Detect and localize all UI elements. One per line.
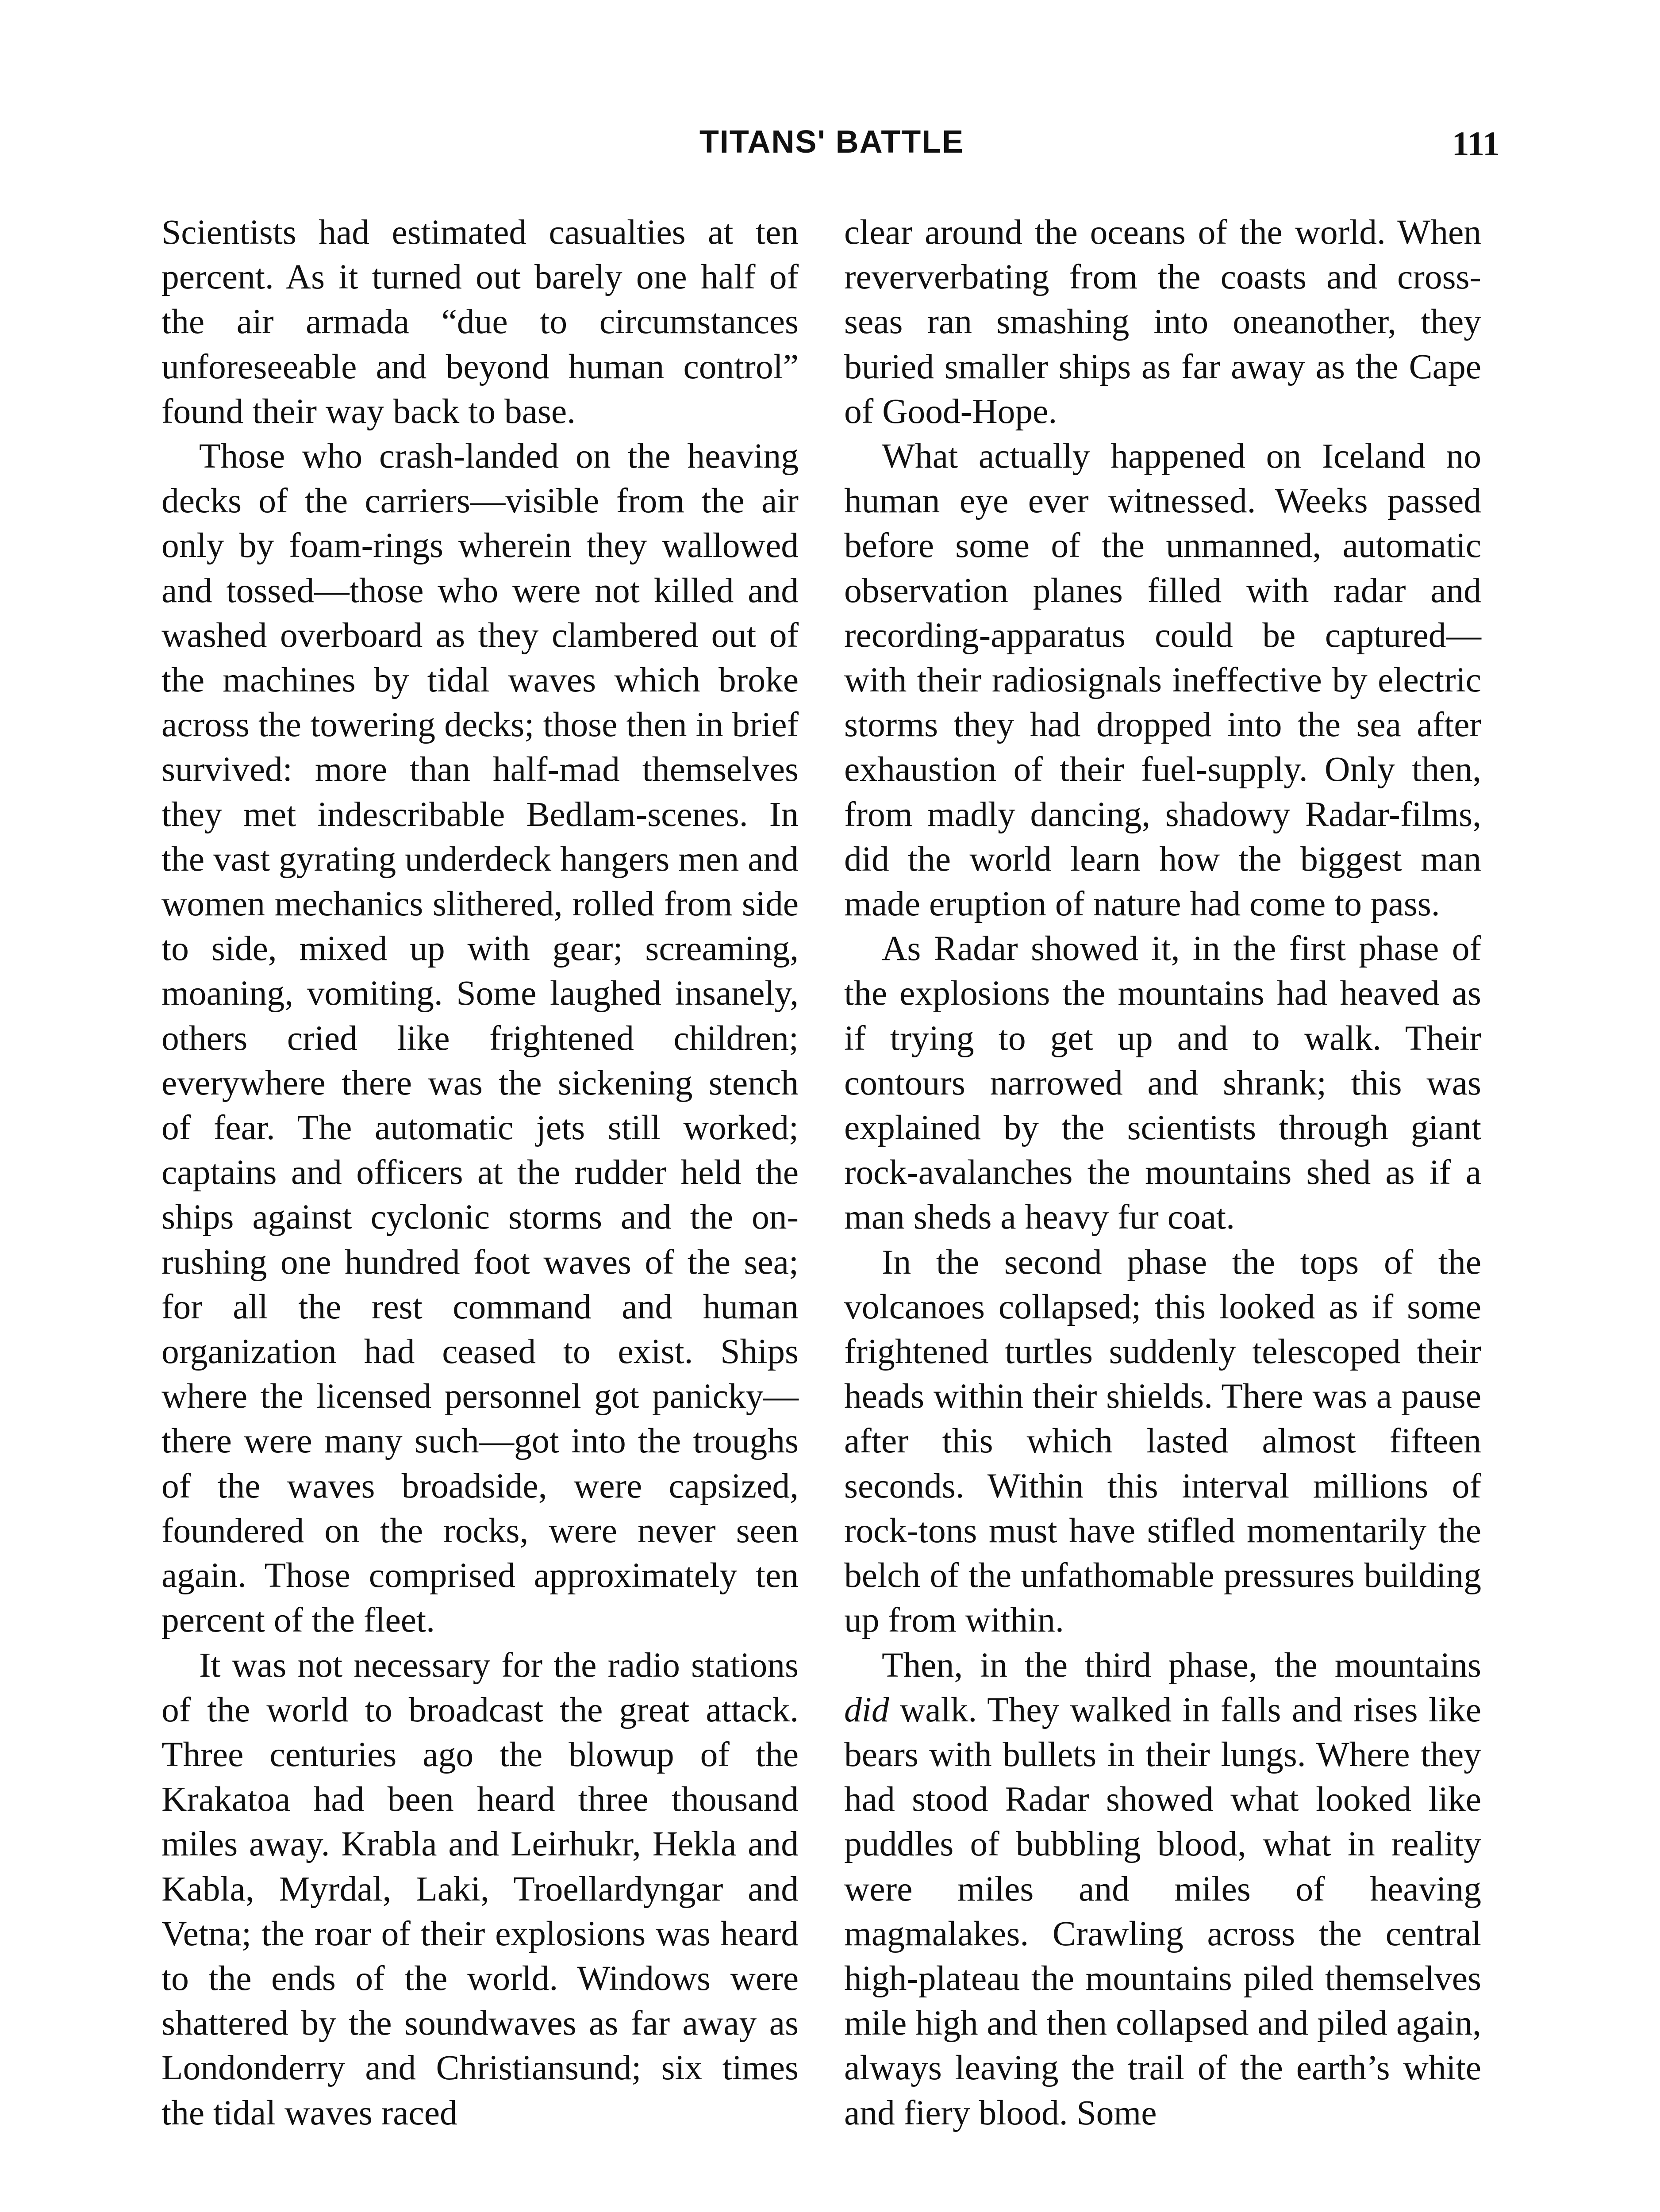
paragraph: What actually happened on Iceland no human eye ever witnessed. Weeks passed before some of the unmanned, automatic observation planes filled with radar and recording-apparatus could be captured—with their radiosignals ineffective by electric storms they had dropped into the sea after exhaustion of their fuel-supply. Only then, from madly dancing, shadowy Radar-films, did the world learn how the biggest man made eruption of nature had come to pass. — [844, 437, 1481, 924]
paragraph — [844, 1643, 1481, 2135]
paragraph: Scientists had estimated casualties at ten percent. As it turned out barely one half of the air armada “due to circumstances unforeseeable and beyond human control” found their way back to base. — [161, 213, 799, 431]
right-column — [844, 210, 1481, 2135]
paragraph: In the second phase the tops of the volcanoes collapsed; this looked as if some frightened turtles suddenly telescoped their heads within their shields. There was a pause after this which lasted almost fifteen seconds. Within this interval millions of rock-tons must have stifled momentarily the belch of the unfathomable pressures building up from within. — [844, 1242, 1481, 1640]
running-head — [164, 124, 1500, 173]
page-number: 111 — [1452, 124, 1500, 163]
paragraph: As Radar showed it, in the first phase of the explosions the mountains had heaved as if trying to get up and to walk. Their contours narrowed and shrank; this was explained by the scientists through giant rock-avalanches the mountains shed as if a man sheds a heavy fur coat. — [844, 929, 1481, 1237]
left-column — [161, 210, 799, 2135]
paragraph: Those who crash-landed on the heaving decks of the carriers—visible from the air only by foam-rings wherein they wallowed and tossed—those who were not killed and washed overboard as they clambered out of the machines by tidal waves which broke across the towering decks; those then in brief survived: more than half-mad themselves they met indescribable Bedlam-scenes. In the vast gyrating underdeck hangers men and women mechanics slithered, rolled from side to side, mixed up with gear; screaming, moaning, vomiting. Some laughed insanely, others cried like frightened children; everywhere there was the sickening stench of fear. The automatic jets still worked; captains and officers at the rudder held the ships against cyclonic storms and the on-rushing one hundred foot waves of the sea; for all the rest command and human organization had ceased to exist. Ships where the licensed personnel got panicky—there were many such—got into the troughs of the waves broadside, were capsized, foundered on the rocks, were never seen again. Those comprised approximately ten percent of the fleet. — [161, 437, 799, 1640]
paragraph: clear around the oceans of the world. When reververbating from the coasts and cross-seas ran smashing into oneanother, they buried smaller ships as far away as the Cape of Good-Hope. — [844, 213, 1481, 431]
emphasis-text: did — [844, 1690, 889, 1729]
paragraph-text: Then, in the third phase, the mountains — [882, 1645, 1481, 1685]
paragraph-text: walk. They walked in falls and rises like bears with bullets in their lungs. Where they had stood Radar showed what looked like puddles of bubbling blood, what in reality were miles and miles of heaving magmalakes. Crawling across the central high-plateau the mountains piled themselves mile high and then collapsed and piled again, always leaving the trail of the earth’s white and fiery blood. Some — [844, 1690, 1481, 2132]
running-title: TITANS' BATTLE — [699, 124, 964, 160]
paragraph: It was not necessary for the radio stations of the world to broadcast the great attack. Three centuries ago the blowup of the Krakatoa had been heard three thousand miles away. Krabla and Leirhukr, Hekla and Kabla, Myrdal, Laki, Troellardyngar and Vetna; the roar of their explosions was heard to the ends of the world. Windows were shattered by the soundwaves as far away as Londonderry and Christiansund; six times the tidal waves raced — [161, 1645, 799, 2132]
